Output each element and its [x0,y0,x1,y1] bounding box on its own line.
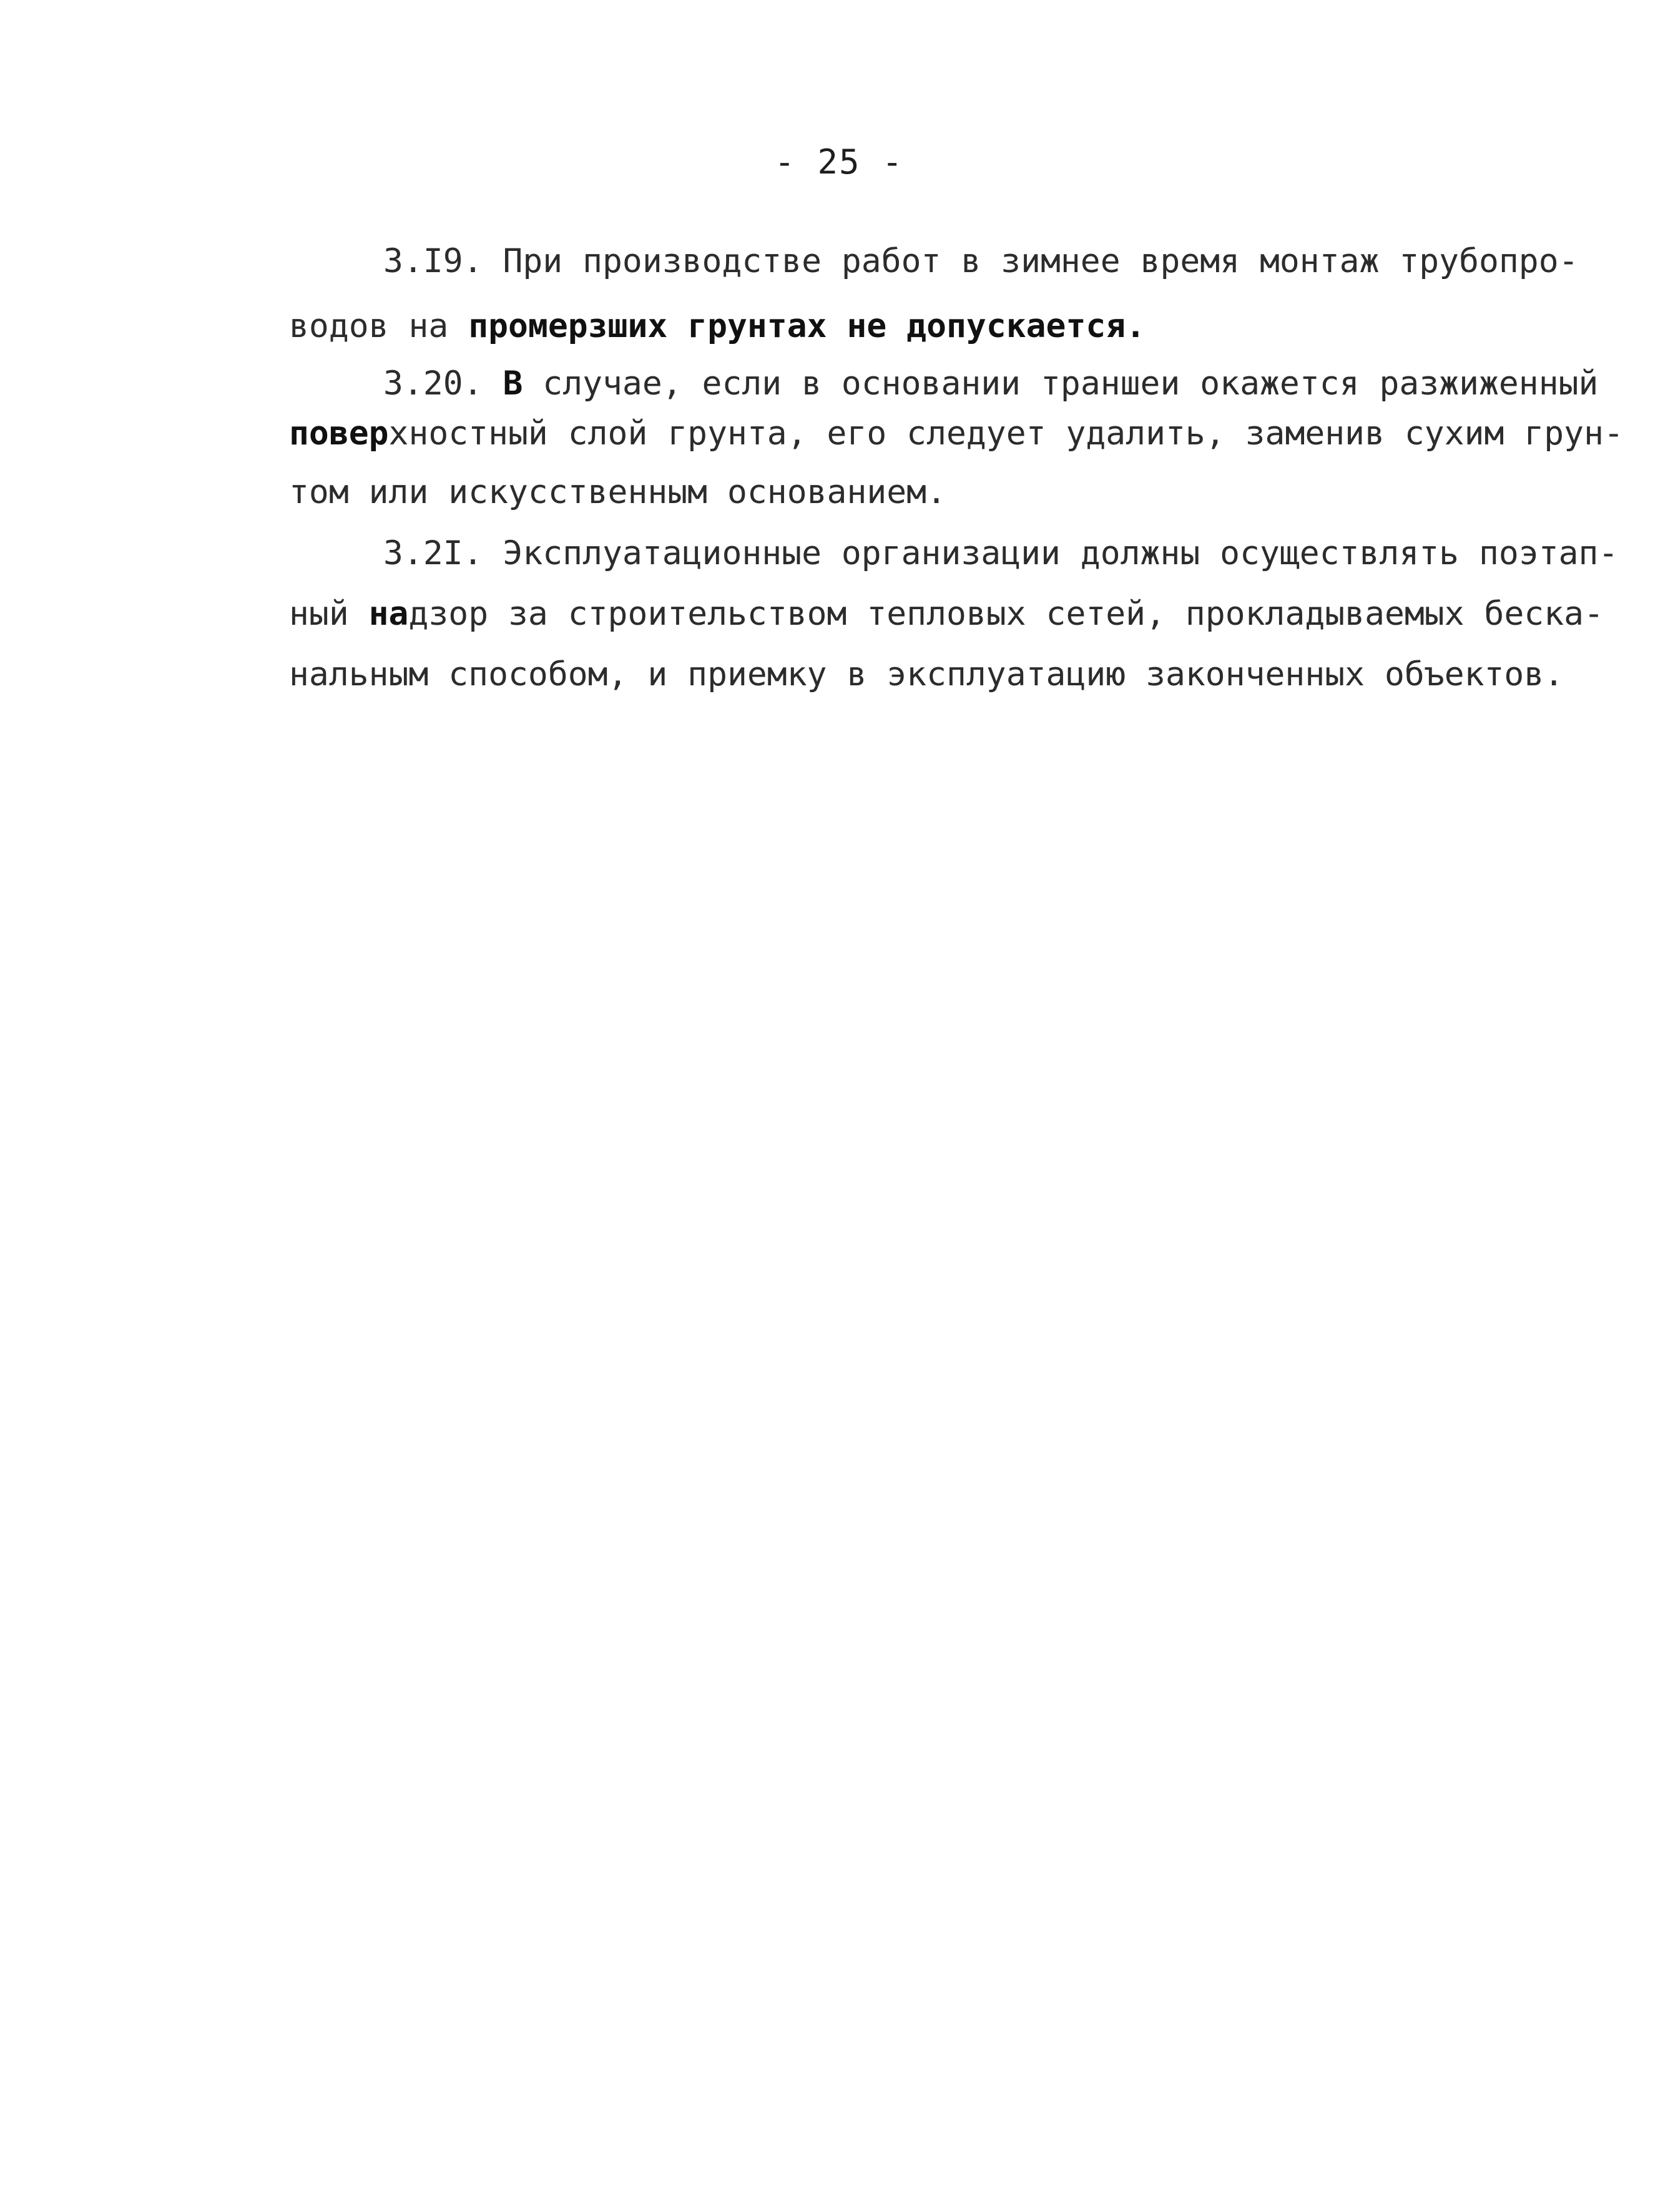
text-span: случае, если в основании траншеи окажется разжиженный [523,365,1599,403]
paragraph-3-21-line-1: 3.2I. Эксплуатационные организации должны осуществлять поэтап- [383,534,1619,572]
bold-text-span: В [503,365,523,403]
text-span: 3.20. [383,365,503,403]
paragraph-3-20-line-3: том или искусственным основанием. [289,473,946,511]
bold-text-span: повер [289,414,389,453]
paragraph-3-20-line-2 [289,414,1624,453]
paragraph-3-19-line-2 [289,307,1146,345]
paragraph-3-21-line-3: нальным способом, и приемку в эксплуатацию законченных объектов. [289,655,1564,693]
text-span: водов на [289,307,469,345]
page-number: - 25 - [774,142,904,182]
text-span: хностный слой грунта, его следует удалить, заменив сухим грун- [388,414,1624,453]
paragraph-3-20-line-1 [383,365,1598,403]
bold-text-span: промерзших грунтах не допускается. [468,307,1146,345]
text-span: дзор за строительством тепловых сетей, прокладываемых беска- [408,595,1604,633]
text-span: ный [289,595,369,633]
bold-text-span: на [368,595,409,633]
paragraph-3-19-line-1: 3.I9. При производстве работ в зимнее время монтаж трубопро- [383,242,1579,280]
paragraph-3-21-line-2 [289,595,1604,633]
